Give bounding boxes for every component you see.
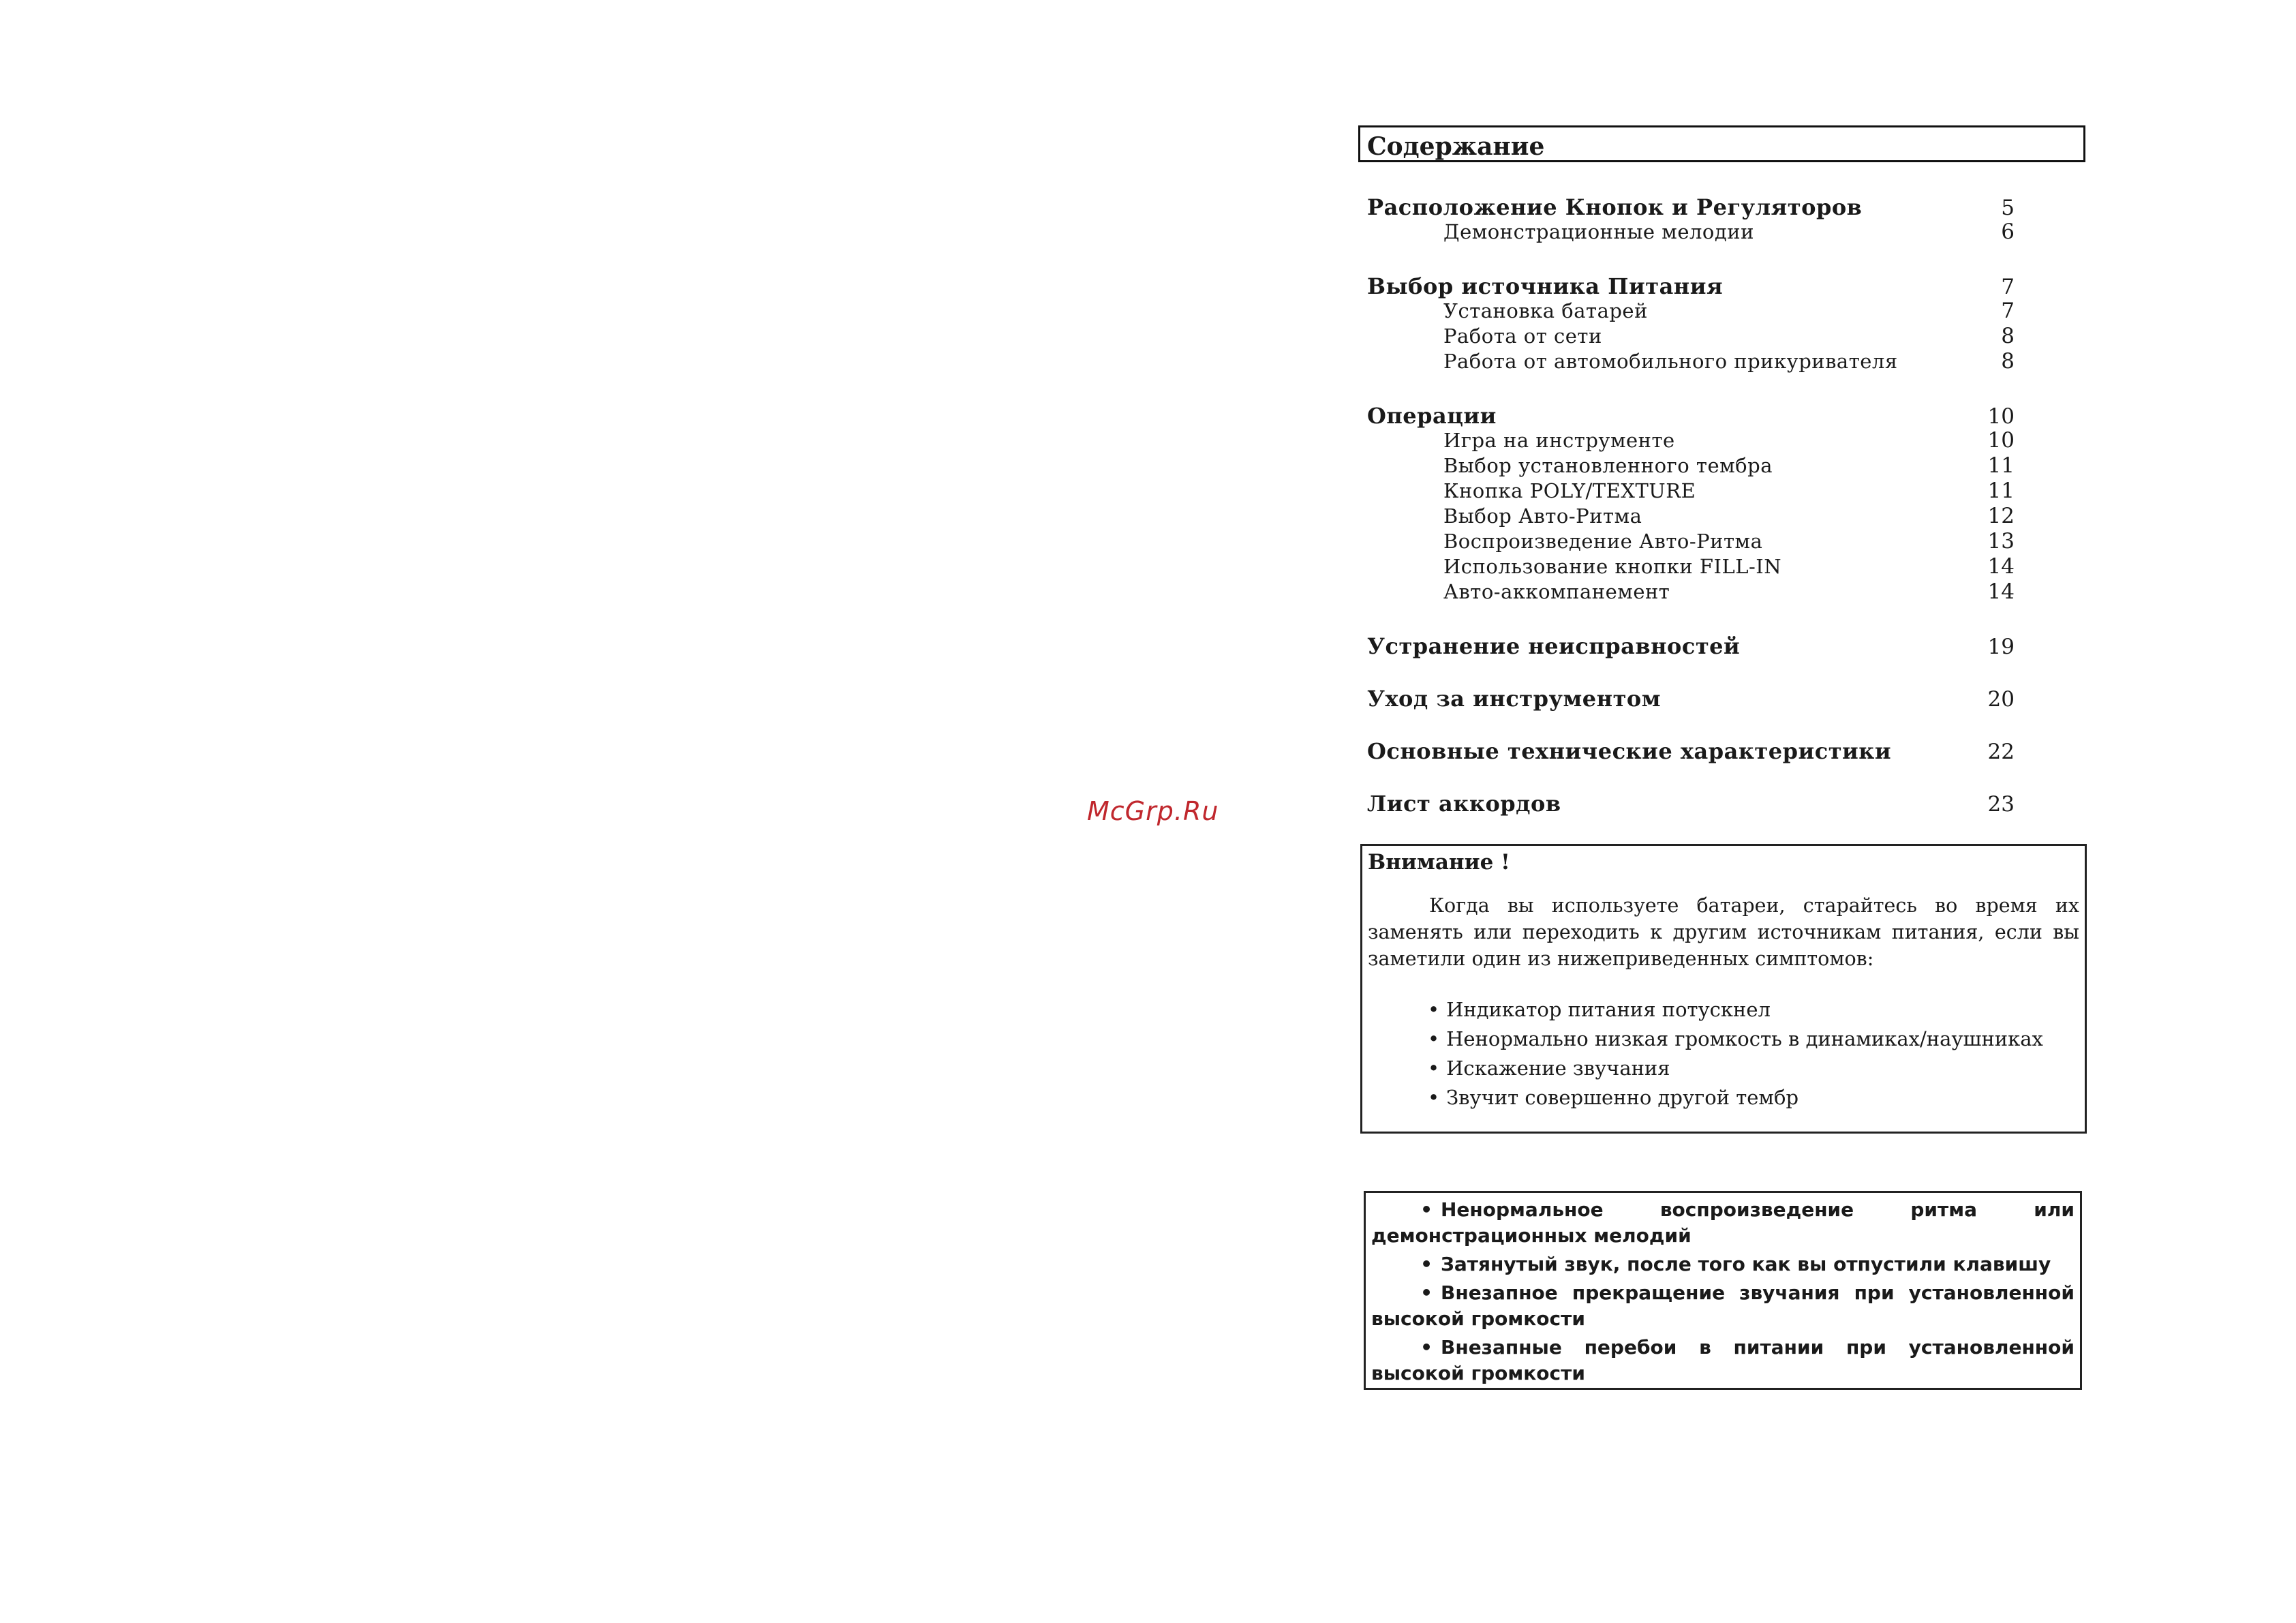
toc-subentry bbox=[1367, 479, 2015, 504]
toc-subentry-page: 8 bbox=[2001, 349, 2015, 374]
contents-title: Содержание bbox=[1367, 132, 1545, 161]
toc-subentry bbox=[1367, 529, 2015, 554]
list-item: • Индикатор питания потускнел bbox=[1428, 995, 2079, 1025]
toc-subentry-title: Авто-аккомпанемент bbox=[1443, 580, 1670, 603]
toc-subentry-page: 11 bbox=[1987, 479, 2015, 503]
symptom-text: Ненормальное воспроизведение ритма или демонстрационных мелодий bbox=[1371, 1198, 2075, 1247]
warning-symptom-list bbox=[1368, 995, 2079, 1112]
list-item bbox=[1371, 1197, 2075, 1249]
toc-subentry-title: Выбор установленного тембра bbox=[1443, 454, 1773, 477]
toc-subentry-title: Демонстрационные мелодии bbox=[1443, 220, 1754, 243]
toc-subentry bbox=[1367, 428, 2015, 453]
list-item: • Звучит совершенно другой тембр bbox=[1428, 1083, 2079, 1112]
toc-subentry bbox=[1367, 453, 2015, 479]
contents-title-box bbox=[1358, 125, 2085, 162]
toc-subentry-title: Выбор Авто-Ритма bbox=[1443, 504, 1642, 528]
toc-subentry-page: 14 bbox=[1987, 579, 2015, 604]
toc-subentry-title: Кнопка POLY/TEXTURE bbox=[1443, 479, 1696, 502]
toc-entry bbox=[1367, 791, 2015, 816]
toc-subentry bbox=[1367, 324, 2015, 349]
warning-box bbox=[1360, 844, 2087, 1134]
bullet-icon: • bbox=[1420, 1253, 1433, 1275]
list-item bbox=[1371, 1280, 2075, 1332]
toc-subentry-page: 10 bbox=[1987, 428, 2015, 453]
watermark-text: McGrp.Ru bbox=[1087, 796, 1219, 826]
bullet-icon: • bbox=[1420, 1198, 1433, 1221]
symptom-text: Затянутый звук, после того как вы отпустили клавишу bbox=[1441, 1253, 2051, 1275]
toc-entry-page: 19 bbox=[1987, 635, 2015, 659]
toc-subentry-page: 11 bbox=[1987, 453, 2015, 478]
list-item: • Ненормально низкая громкость в динамиках/наушниках bbox=[1428, 1025, 2079, 1054]
list-item bbox=[1371, 1335, 2075, 1386]
toc-entry bbox=[1367, 633, 2015, 658]
toc-subentry bbox=[1367, 554, 2015, 579]
toc-subentry-title: Работа от сети bbox=[1443, 324, 1602, 348]
toc-section-specs bbox=[1367, 738, 2015, 763]
toc-entry bbox=[1367, 403, 2015, 428]
toc-entry bbox=[1367, 194, 2015, 219]
symptoms-box bbox=[1364, 1191, 2082, 1390]
toc-subentry-page: 6 bbox=[2001, 219, 2015, 244]
toc-subentry-page: 7 bbox=[2001, 299, 2015, 323]
warning-text: Когда вы используете батареи, старайтесь во время их заменять или переходить к другим источникам питания, если вы заметили один из нижеприведенных симптомов: bbox=[1368, 894, 2079, 970]
toc-section-chords bbox=[1367, 791, 2015, 816]
toc-subentry-page: 8 bbox=[2001, 324, 2015, 348]
toc-subentry bbox=[1367, 219, 2015, 245]
toc-subentry-title: Игра на инструменте bbox=[1443, 429, 1675, 452]
symptom-text: Внезапное прекращение звучания при установленной высокой громкости bbox=[1371, 1281, 2075, 1330]
toc-entry-title: Уход за инструментом bbox=[1367, 686, 1662, 712]
symptom-text: Внезапные перебои в питании при установленной высокой громкости bbox=[1371, 1336, 2075, 1384]
toc-subentry-title: Работа от автомобильного прикуривателя bbox=[1443, 350, 1898, 373]
toc-subentry bbox=[1367, 579, 2015, 605]
table-of-contents bbox=[1367, 194, 2015, 843]
toc-section-troubleshooting bbox=[1367, 633, 2015, 658]
toc-entry-title: Основные технические характеристики bbox=[1367, 738, 1892, 764]
toc-entry-page: 5 bbox=[2001, 196, 2015, 220]
toc-entry-title: Расположение Кнопок и Регуляторов bbox=[1367, 194, 1863, 220]
toc-entry-page: 10 bbox=[1987, 404, 2015, 429]
toc-subentry-page: 12 bbox=[1987, 504, 2015, 528]
toc-subentry bbox=[1367, 299, 2015, 324]
list-item bbox=[1371, 1252, 2075, 1277]
bullet-icon: • bbox=[1420, 1281, 1433, 1304]
toc-section-controls bbox=[1367, 194, 2015, 245]
toc-entry-page: 20 bbox=[1987, 687, 2015, 712]
warning-title: Внимание ! bbox=[1368, 850, 1510, 875]
toc-subentry-page: 13 bbox=[1987, 529, 2015, 553]
toc-entry bbox=[1367, 686, 2015, 711]
toc-subentry-title: Воспроизведение Авто-Ритма bbox=[1443, 530, 1763, 553]
toc-section-operations bbox=[1367, 403, 2015, 605]
toc-entry bbox=[1367, 738, 2015, 763]
toc-entry bbox=[1367, 273, 2015, 299]
toc-subentry-title: Использование кнопки FILL-IN bbox=[1443, 555, 1782, 578]
toc-subentry-title: Установка батарей bbox=[1443, 299, 1648, 322]
toc-entry-title: Лист аккордов bbox=[1367, 791, 1561, 817]
toc-section-care bbox=[1367, 686, 2015, 711]
toc-subentry bbox=[1367, 349, 2015, 374]
toc-subentry-page: 14 bbox=[1987, 554, 2015, 579]
toc-entry-title: Выбор источника Питания bbox=[1367, 273, 1724, 299]
bullet-icon: • bbox=[1420, 1336, 1433, 1359]
list-item: • Искажение звучания bbox=[1428, 1054, 2079, 1083]
toc-section-power bbox=[1367, 273, 2015, 374]
toc-entry-page: 22 bbox=[1987, 740, 2015, 764]
toc-entry-page: 23 bbox=[1987, 792, 2015, 817]
toc-entry-page: 7 bbox=[2001, 275, 2015, 299]
toc-entry-title: Операции bbox=[1367, 403, 1497, 429]
toc-entry-title: Устранение неисправностей bbox=[1367, 633, 1741, 659]
toc-subentry bbox=[1367, 504, 2015, 529]
